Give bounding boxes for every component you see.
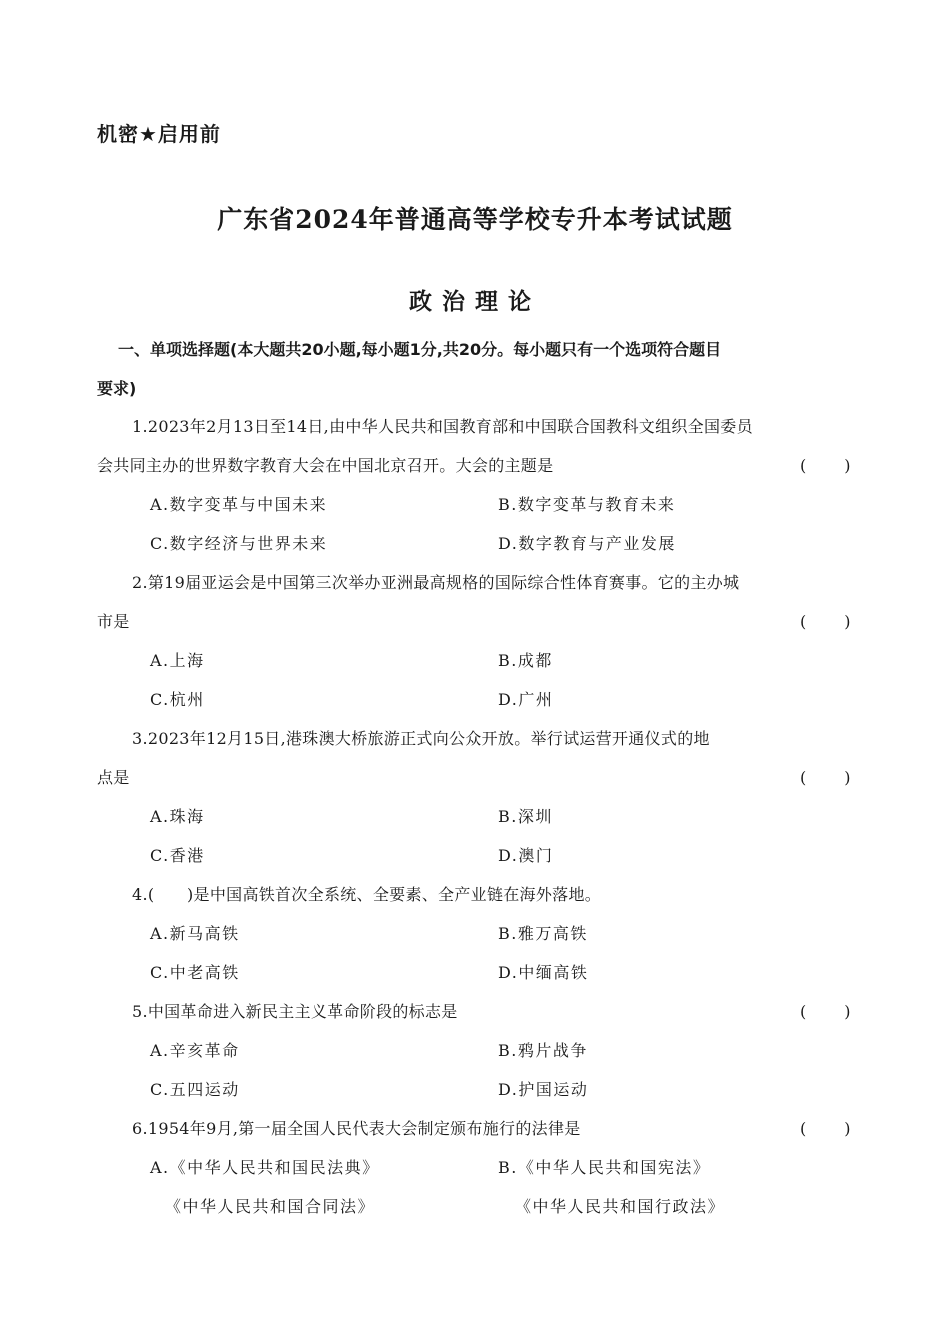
- option-c: 《中华人民共和国合同法》: [165, 1197, 376, 1216]
- confidential-label: 机密★启用前: [97, 122, 221, 146]
- question-2-stem-cont: 市是: [97, 612, 130, 631]
- subject-title: 政治理论: [409, 289, 541, 315]
- option-a: A.数字变革与中国未来: [150, 495, 328, 514]
- option-d: D.澳门: [498, 846, 554, 865]
- question-1-stem-cont: 会共同主办的世界数字教育大会在中国北京召开。大会的主题是: [97, 456, 554, 475]
- option-b: B.成都: [498, 651, 553, 670]
- option-c: C.杭州: [150, 690, 205, 709]
- question-3-stem: 3.2023年12月15日,港珠澳大桥旅游正式向公众开放。举行试运营开通仪式的地: [132, 729, 710, 748]
- option-a: A.上海: [150, 651, 205, 670]
- option-c: C.五四运动: [150, 1080, 240, 1099]
- option-d: D.广州: [498, 690, 554, 709]
- option-a: A.辛亥革命: [150, 1041, 240, 1060]
- option-b: B.深圳: [498, 807, 553, 826]
- option-c: C.香港: [150, 846, 205, 865]
- option-b: B.鸦片战争: [498, 1041, 588, 1060]
- option-d: 《中华人民共和国行政法》: [515, 1197, 726, 1216]
- option-a: A.新马高铁: [150, 924, 240, 943]
- question-5-stem: 5.中国革命进入新民主主义革命阶段的标志是: [132, 1002, 458, 1021]
- answer-blank: ( ): [800, 456, 853, 475]
- option-d: D.护国运动: [498, 1080, 589, 1099]
- exam-title: 广东省2024年普通高等学校专升本考试试题: [217, 205, 733, 234]
- question-2-stem: 2.第19届亚运会是中国第三次举办亚洲最高规格的国际综合性体育赛事。它的主办城: [132, 573, 740, 592]
- option-c: C.数字经济与世界未来: [150, 534, 328, 553]
- option-b: B.雅万高铁: [498, 924, 588, 943]
- answer-blank: ( ): [800, 768, 853, 787]
- answer-blank: ( ): [800, 1119, 853, 1138]
- answer-blank: ( ): [800, 1002, 853, 1021]
- option-d: D.数字教育与产业发展: [498, 534, 676, 553]
- option-d: D.中缅高铁: [498, 963, 589, 982]
- section-heading: 一、单项选择题(本大题共20小题,每小题1分,共20分。每小题只有一个选项符合题目: [118, 340, 722, 359]
- question-3-stem-cont: 点是: [97, 768, 130, 787]
- answer-blank: ( ): [800, 612, 853, 631]
- section-heading-cont: 要求): [97, 379, 137, 398]
- option-c: C.中老高铁: [150, 963, 240, 982]
- option-a: A.珠海: [150, 807, 205, 826]
- option-a: A.《中华人民共和国民法典》: [150, 1158, 380, 1177]
- question-6-stem: 6.1954年9月,第一届全国人民代表大会制定颁布施行的法律是: [132, 1119, 581, 1138]
- question-4-stem: 4.( )是中国高铁首次全系统、全要素、全产业链在海外落地。: [132, 885, 602, 904]
- option-b: B.《中华人民共和国宪法》: [498, 1158, 711, 1177]
- question-1-stem: 1.2023年2月13日至14日,由中华人民共和国教育部和中国联合国教科文组织全国委员: [132, 417, 753, 436]
- option-b: B.数字变革与教育未来: [498, 495, 676, 514]
